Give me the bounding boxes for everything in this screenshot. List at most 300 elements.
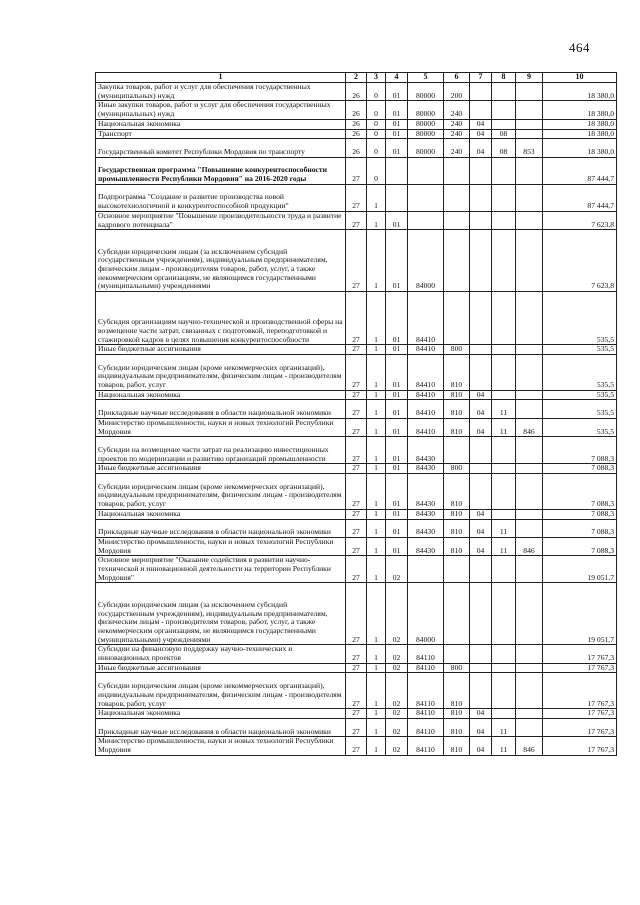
subsection-cell: 11 <box>492 737 516 755</box>
table-row <box>96 211 617 229</box>
target-code-cell: 80000 <box>408 101 444 119</box>
subsection-cell <box>492 101 516 119</box>
section-cell <box>470 464 492 474</box>
row-name-cell: Закупка товаров, работ и услуг для обеспечения государственных (муниципальных) нужд <box>96 83 346 101</box>
table-row <box>96 139 617 157</box>
target-code-cell: 84410 <box>408 354 444 390</box>
section-cell: 04 <box>470 400 492 418</box>
razdel-code-cell: 27 <box>346 663 367 673</box>
code-cell: 01 <box>386 400 408 418</box>
sub-code-cell: 0 <box>367 83 386 101</box>
amount-cell: 17 767,3 <box>543 709 617 719</box>
target-code-cell <box>408 556 444 583</box>
table-row <box>96 718 617 736</box>
row-name-cell: Национальная экономика <box>96 119 346 129</box>
ministry-code-cell <box>516 211 543 229</box>
amount-cell: 535,5 <box>543 345 617 355</box>
code-cell: 01 <box>386 354 408 390</box>
sub-code-cell: 1 <box>367 354 386 390</box>
target-code-cell: 80000 <box>408 139 444 157</box>
ministry-code-cell: 846 <box>516 418 543 436</box>
table-row <box>96 709 617 719</box>
column-header: 4 <box>386 73 408 83</box>
sub-code-cell: 1 <box>367 556 386 583</box>
subsection-cell <box>492 437 516 464</box>
amount-cell: 18 380,0 <box>543 101 617 119</box>
sub-code-cell: 1 <box>367 663 386 673</box>
code-cell: 01 <box>386 83 408 101</box>
expense-type-cell <box>444 645 470 663</box>
razdel-code-cell: 27 <box>346 709 367 719</box>
section-cell: 04 <box>470 537 492 555</box>
ministry-code-cell <box>516 400 543 418</box>
code-cell: 01 <box>386 101 408 119</box>
expense-type-cell: 810 <box>444 474 470 510</box>
target-code-cell: 84410 <box>408 345 444 355</box>
ministry-code-cell <box>516 119 543 129</box>
target-code-cell: 80000 <box>408 83 444 101</box>
sub-code-cell: 0 <box>367 129 386 139</box>
razdel-code-cell: 27 <box>346 418 367 436</box>
code-cell: 01 <box>386 139 408 157</box>
target-code-cell: 84430 <box>408 437 444 464</box>
subsection-cell <box>492 119 516 129</box>
code-cell: 01 <box>386 464 408 474</box>
target-code-cell: 84410 <box>408 292 444 345</box>
code-cell: 01 <box>386 474 408 510</box>
table-row <box>96 663 617 673</box>
subsection-cell: 11 <box>492 718 516 736</box>
amount-cell: 7 088,3 <box>543 464 617 474</box>
subsection-cell <box>492 354 516 390</box>
expense-type-cell: 240 <box>444 129 470 139</box>
subsection-cell: 11 <box>492 519 516 537</box>
code-cell: 01 <box>386 292 408 345</box>
row-name-cell: Прикладные научные исследования в области национальной экономики <box>96 718 346 736</box>
table-row <box>96 583 617 645</box>
target-code-cell: 80000 <box>408 129 444 139</box>
razdel-code-cell: 27 <box>346 157 367 184</box>
expense-type-cell: 810 <box>444 537 470 555</box>
expense-type-cell: 810 <box>444 718 470 736</box>
sub-code-cell: 1 <box>367 583 386 645</box>
code-cell: 01 <box>386 519 408 537</box>
row-name-cell: Прикладные научные исследования в области национальной экономики <box>96 519 346 537</box>
ministry-code-cell <box>516 464 543 474</box>
section-cell <box>470 211 492 229</box>
subsection-cell: 08 <box>492 129 516 139</box>
amount-cell: 87 444,7 <box>543 157 617 184</box>
sub-code-cell: 1 <box>367 418 386 436</box>
ministry-code-cell: 853 <box>516 139 543 157</box>
table-row <box>96 519 617 537</box>
table-row <box>96 645 617 663</box>
section-cell: 04 <box>470 509 492 519</box>
section-cell <box>470 663 492 673</box>
amount-cell: 17 767,3 <box>543 663 617 673</box>
subsection-cell <box>492 583 516 645</box>
section-cell <box>470 345 492 355</box>
amount-cell: 535,5 <box>543 390 617 400</box>
code-cell: 01 <box>386 129 408 139</box>
amount-cell: 7 088,3 <box>543 509 617 519</box>
column-header: 3 <box>367 73 386 83</box>
row-name-cell: Иные бюджетные ассигнования <box>96 345 346 355</box>
razdel-code-cell: 26 <box>346 129 367 139</box>
table-row <box>96 474 617 510</box>
row-name-cell: Иные бюджетные ассигнования <box>96 464 346 474</box>
amount-cell: 18 380,0 <box>543 83 617 101</box>
ministry-code-cell <box>516 230 543 292</box>
target-code-cell: 84430 <box>408 474 444 510</box>
sub-code-cell: 1 <box>367 464 386 474</box>
expense-type-cell <box>444 292 470 345</box>
amount-cell: 7 088,3 <box>543 474 617 510</box>
target-code-cell: 84110 <box>408 645 444 663</box>
sub-code-cell: 1 <box>367 211 386 229</box>
razdel-code-cell: 26 <box>346 83 367 101</box>
sub-code-cell: 1 <box>367 718 386 736</box>
column-header: 2 <box>346 73 367 83</box>
ministry-code-cell <box>516 101 543 119</box>
target-code-cell: 84000 <box>408 230 444 292</box>
code-cell: 01 <box>386 230 408 292</box>
table-row <box>96 737 617 755</box>
razdel-code-cell: 27 <box>346 464 367 474</box>
razdel-code-cell: 27 <box>346 537 367 555</box>
column-header: 8 <box>492 73 516 83</box>
section-cell <box>470 474 492 510</box>
amount-cell: 535,5 <box>543 292 617 345</box>
section-cell: 04 <box>470 718 492 736</box>
code-cell <box>386 184 408 211</box>
row-name-cell: Национальная экономика <box>96 709 346 719</box>
subsection-cell <box>492 673 516 709</box>
table-row <box>96 464 617 474</box>
sub-code-cell: 1 <box>367 184 386 211</box>
budget-table-container <box>95 72 616 756</box>
table-row <box>96 673 617 709</box>
razdel-code-cell: 27 <box>346 211 367 229</box>
target-code-cell: 80000 <box>408 119 444 129</box>
expense-type-cell: 810 <box>444 418 470 436</box>
sub-code-cell: 1 <box>367 230 386 292</box>
target-code-cell <box>408 157 444 184</box>
expense-type-cell: 810 <box>444 709 470 719</box>
ministry-code-cell <box>516 583 543 645</box>
expense-type-cell: 810 <box>444 400 470 418</box>
subsection-cell <box>492 292 516 345</box>
razdel-code-cell: 27 <box>346 519 367 537</box>
code-cell: 02 <box>386 709 408 719</box>
table-row <box>96 83 617 101</box>
table-row <box>96 292 617 345</box>
amount-cell: 17 767,3 <box>543 737 617 755</box>
section-cell: 04 <box>470 129 492 139</box>
razdel-code-cell: 26 <box>346 139 367 157</box>
target-code-cell: 84430 <box>408 464 444 474</box>
sub-code-cell: 0 <box>367 101 386 119</box>
code-cell: 01 <box>386 509 408 519</box>
section-cell: 04 <box>470 519 492 537</box>
razdel-code-cell: 27 <box>346 437 367 464</box>
table-row <box>96 556 617 583</box>
section-cell <box>470 673 492 709</box>
ministry-code-cell <box>516 645 543 663</box>
subsection-cell: 11 <box>492 418 516 436</box>
section-cell <box>470 184 492 211</box>
section-cell: 04 <box>470 139 492 157</box>
section-cell: 04 <box>470 709 492 719</box>
target-code-cell: 84110 <box>408 673 444 709</box>
row-name-cell: Национальная экономика <box>96 509 346 519</box>
razdel-code-cell: 27 <box>346 292 367 345</box>
target-code-cell: 84110 <box>408 718 444 736</box>
razdel-code-cell: 27 <box>346 345 367 355</box>
amount-cell: 18 380,0 <box>543 139 617 157</box>
ministry-code-cell <box>516 83 543 101</box>
expense-type-cell <box>444 437 470 464</box>
table-row <box>96 437 617 464</box>
section-cell: 04 <box>470 119 492 129</box>
subsection-cell: 11 <box>492 537 516 555</box>
target-code-cell: 84110 <box>408 709 444 719</box>
razdel-code-cell: 27 <box>346 230 367 292</box>
row-name-cell: Субсидии юридическим лицам (за исключением субсидий государственным учреждениям), индивидуальным предпринимателям, физическим лицам - производителям товаров, работ, услуг, а также некоммерческим организациям, не являющимся государственными (муниципальными) учреждениями <box>96 583 346 645</box>
amount-cell: 7 088,3 <box>543 537 617 555</box>
sub-code-cell: 1 <box>367 345 386 355</box>
ministry-code-cell: 846 <box>516 537 543 555</box>
table-row <box>96 537 617 555</box>
page-number: 464 <box>569 40 590 55</box>
subsection-cell <box>492 230 516 292</box>
column-header: 1 <box>96 73 346 83</box>
sub-code-cell: 1 <box>367 537 386 555</box>
row-name-cell: Иные бюджетные ассигнования <box>96 663 346 673</box>
subsection-cell <box>492 474 516 510</box>
razdel-code-cell: 27 <box>346 509 367 519</box>
ministry-code-cell <box>516 437 543 464</box>
row-name-cell: Национальная экономика <box>96 390 346 400</box>
expense-type-cell: 810 <box>444 519 470 537</box>
code-cell: 02 <box>386 718 408 736</box>
razdel-code-cell: 27 <box>346 390 367 400</box>
table-body <box>96 83 617 756</box>
razdel-code-cell: 27 <box>346 474 367 510</box>
amount-cell: 7 088,3 <box>543 519 617 537</box>
amount-cell: 87 444,7 <box>543 184 617 211</box>
subsection-cell <box>492 184 516 211</box>
ministry-code-cell <box>516 184 543 211</box>
expense-type-cell: 800 <box>444 663 470 673</box>
row-name-cell: Субсидия организациям научно-технической и производственной сферы на возмещение части затрат, связанных с подготовкой, переподготовкой и стажировкой кадров в целях повышения конкурентоспособности <box>96 292 346 345</box>
section-cell <box>470 354 492 390</box>
amount-cell: 7 623,8 <box>543 211 617 229</box>
code-cell: 02 <box>386 737 408 755</box>
razdel-code-cell: 27 <box>346 718 367 736</box>
expense-type-cell: 200 <box>444 83 470 101</box>
sub-code-cell: 1 <box>367 509 386 519</box>
target-code-cell: 84430 <box>408 537 444 555</box>
table-row <box>96 418 617 436</box>
expense-type-cell: 240 <box>444 119 470 129</box>
amount-cell: 17 767,3 <box>543 673 617 709</box>
ministry-code-cell <box>516 292 543 345</box>
target-code-cell: 84430 <box>408 519 444 537</box>
row-name-cell: Министерство промышленности, науки и новых технологий Республики Мордовия <box>96 418 346 436</box>
section-cell <box>470 292 492 345</box>
sub-code-cell: 0 <box>367 119 386 129</box>
sub-code-cell: 1 <box>367 390 386 400</box>
subsection-cell <box>492 464 516 474</box>
row-name-cell: Прикладные научные исследования в области национальной экономики <box>96 400 346 418</box>
amount-cell: 535,5 <box>543 400 617 418</box>
expense-type-cell: 800 <box>444 464 470 474</box>
sub-code-cell: 1 <box>367 645 386 663</box>
code-cell: 01 <box>386 211 408 229</box>
row-name-cell: Государственный комитет Республики Мордовия по транспорту <box>96 139 346 157</box>
section-cell <box>470 157 492 184</box>
table-row <box>96 157 617 184</box>
razdel-code-cell: 27 <box>346 737 367 755</box>
razdel-code-cell: 27 <box>346 556 367 583</box>
razdel-code-cell: 26 <box>346 101 367 119</box>
amount-cell: 19 051,7 <box>543 583 617 645</box>
code-cell <box>386 157 408 184</box>
code-cell: 02 <box>386 645 408 663</box>
sub-code-cell: 1 <box>367 437 386 464</box>
section-cell: 04 <box>470 418 492 436</box>
subsection-cell <box>492 83 516 101</box>
row-name-cell: Министерство промышленности, науки и новых технологий Республики Мордовия <box>96 537 346 555</box>
target-code-cell: 84430 <box>408 509 444 519</box>
sub-code-cell: 0 <box>367 157 386 184</box>
subsection-cell <box>492 211 516 229</box>
table-row <box>96 119 617 129</box>
ministry-code-cell: 846 <box>516 737 543 755</box>
target-code-cell: 84110 <box>408 663 444 673</box>
sub-code-cell: 0 <box>367 139 386 157</box>
expense-type-cell: 800 <box>444 345 470 355</box>
code-cell: 01 <box>386 537 408 555</box>
expense-type-cell: 810 <box>444 509 470 519</box>
code-cell: 01 <box>386 345 408 355</box>
target-code-cell: 84410 <box>408 418 444 436</box>
section-cell <box>470 83 492 101</box>
code-cell: 02 <box>386 583 408 645</box>
table-row <box>96 230 617 292</box>
amount-cell: 18 380,0 <box>543 129 617 139</box>
code-cell: 02 <box>386 673 408 709</box>
table-row <box>96 400 617 418</box>
row-name-cell: Основное мероприятие "Оказание содействия в развитии научно-технической и инновационной деятельности на территории Республики Мордовия" <box>96 556 346 583</box>
row-name-cell: Субсидии на финансовую поддержку научно-технических и инновационных проектов <box>96 645 346 663</box>
subsection-cell <box>492 390 516 400</box>
row-name-cell: Подпрограмма "Создание и развитие производства новой высокотехнологичной и конкурентоспособной продукции" <box>96 184 346 211</box>
subsection-cell <box>492 645 516 663</box>
budget-table <box>95 72 617 756</box>
razdel-code-cell: 26 <box>346 119 367 129</box>
expense-type-cell <box>444 556 470 583</box>
razdel-code-cell: 27 <box>346 354 367 390</box>
sub-code-cell: 1 <box>367 709 386 719</box>
ministry-code-cell <box>516 474 543 510</box>
section-cell <box>470 645 492 663</box>
ministry-code-cell <box>516 157 543 184</box>
table-row <box>96 101 617 119</box>
ministry-code-cell <box>516 663 543 673</box>
expense-type-cell <box>444 583 470 645</box>
sub-code-cell: 1 <box>367 519 386 537</box>
sub-code-cell: 1 <box>367 292 386 345</box>
ministry-code-cell <box>516 709 543 719</box>
expense-type-cell: 240 <box>444 101 470 119</box>
column-header: 5 <box>408 73 444 83</box>
amount-cell: 17 767,3 <box>543 645 617 663</box>
row-name-cell: Транспорт <box>96 129 346 139</box>
table-row <box>96 345 617 355</box>
row-name-cell: Субсидии на возмещение части затрат на реализацию инвестиционных проектов по модернизации и развитию организаций промышленности <box>96 437 346 464</box>
sub-code-cell: 1 <box>367 737 386 755</box>
section-cell: 04 <box>470 737 492 755</box>
code-cell: 01 <box>386 119 408 129</box>
code-cell: 01 <box>386 437 408 464</box>
ministry-code-cell <box>516 519 543 537</box>
subsection-cell <box>492 556 516 583</box>
row-name-cell: Государственная программа "Повышение конкурентоспособности промышленности Республики Мордовия" на 2016-2020 годы <box>96 157 346 184</box>
subsection-cell <box>492 663 516 673</box>
expense-type-cell: 810 <box>444 390 470 400</box>
column-header: 7 <box>470 73 492 83</box>
target-code-cell <box>408 211 444 229</box>
amount-cell: 7 623,8 <box>543 230 617 292</box>
ministry-code-cell <box>516 673 543 709</box>
expense-type-cell: 810 <box>444 673 470 709</box>
row-name-cell: Основное мероприятие "Повышение производительности труда и развитие кадрового потенциала" <box>96 211 346 229</box>
table-row <box>96 129 617 139</box>
subsection-cell: 08 <box>492 139 516 157</box>
amount-cell: 535,5 <box>543 418 617 436</box>
column-header: 10 <box>543 73 617 83</box>
ministry-code-cell <box>516 354 543 390</box>
ministry-code-cell <box>516 129 543 139</box>
section-cell <box>470 230 492 292</box>
row-name-cell: Субсидии юридическим лицам (за исключением субсидий государственным учреждениям), индивидуальным предпринимателям, физическим лицам - производителям товаров, работ, услуг, а также некоммерческим организациям, не являющимся государственными (муниципальными) учреждениями <box>96 230 346 292</box>
section-cell <box>470 101 492 119</box>
sub-code-cell: 1 <box>367 474 386 510</box>
column-header: 6 <box>444 73 470 83</box>
row-name-cell: Субсидии юридическим лицам (кроме некоммерческих организаций), индивидуальным предпринимателям, физическим лицам - производителям товаров, работ, услуг <box>96 474 346 510</box>
section-cell <box>470 583 492 645</box>
razdel-code-cell: 27 <box>346 184 367 211</box>
ministry-code-cell <box>516 345 543 355</box>
expense-type-cell <box>444 211 470 229</box>
sub-code-cell: 1 <box>367 400 386 418</box>
table-row <box>96 390 617 400</box>
code-cell: 01 <box>386 390 408 400</box>
razdel-code-cell: 27 <box>346 645 367 663</box>
expense-type-cell: 810 <box>444 737 470 755</box>
expense-type-cell: 810 <box>444 354 470 390</box>
expense-type-cell <box>444 230 470 292</box>
expense-type-cell: 240 <box>444 139 470 157</box>
code-cell: 02 <box>386 556 408 583</box>
razdel-code-cell: 27 <box>346 400 367 418</box>
expense-type-cell <box>444 157 470 184</box>
target-code-cell: 84110 <box>408 737 444 755</box>
section-cell <box>470 437 492 464</box>
code-cell: 01 <box>386 418 408 436</box>
